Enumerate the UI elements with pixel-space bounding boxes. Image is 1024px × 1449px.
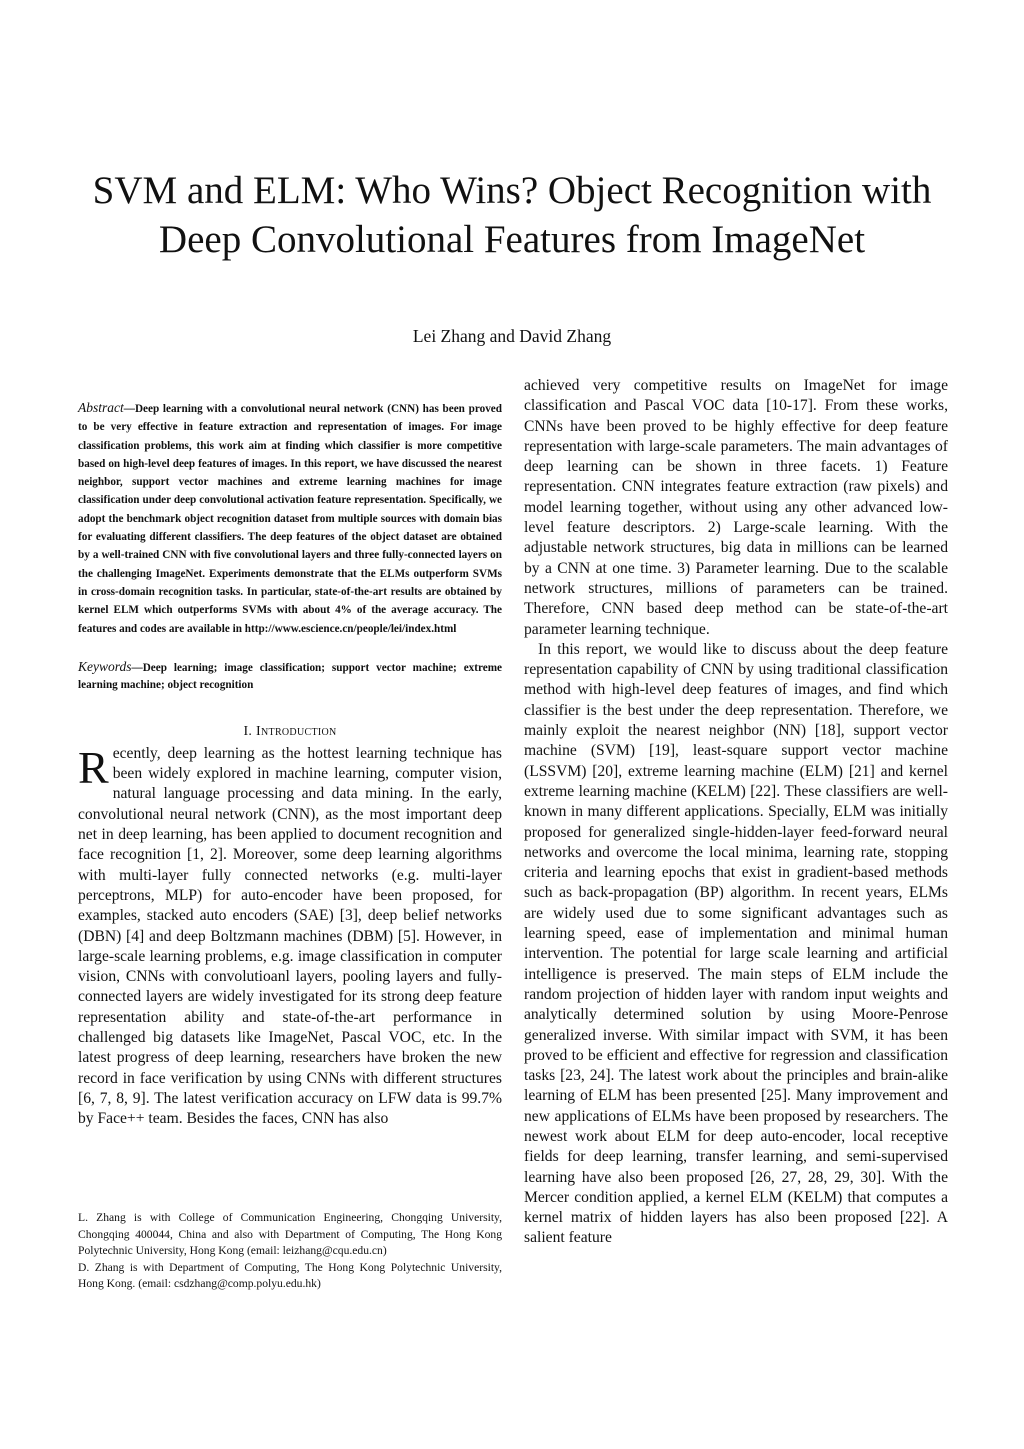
footnote-author-2: D. Zhang is with Department of Computing, The Hong Kong Polytechnic University, Hong Kong. (email: csdzhang@comp.polyu.edu.hk) xyxy=(78,1260,502,1291)
paper-authors: Lei Zhang and David Zhang xyxy=(412,326,612,346)
keywords-label: Keywords xyxy=(78,658,132,674)
right-paragraph-1: achieved very competitive results on ImageNet for image classification and Pascal VOC data [10-17]. From these works, CNNs have been proved to be highly effective for deep feature representation with large-scale parameters. The main advantages of deep learning can be shown in three facets. 1) Feature representation. CNN integrates feature extraction (raw pixels) and model learning together, without using any other advanced low-level feature descriptors. 2) Large-scale learning. With the adjustable network structures, big data in millions can be learned by a CNN at one time. 3) Parameter learning. Due to the scalable network structures, millions of parameters can be trained. Therefore, CNN based deep method can be state-of-the-art parameter learning technique. xyxy=(524,377,948,638)
abstract-text: —Deep learning with a convolutional neural network (CNN) has been proved to be very effective in feature extraction and representation of images. For image classification problems, this work aim at finding which classifier is more competitive based on high-level deep features of images. In this report, we have discussed the nearest neighbor, support vector machines and extreme learning machines for image classification under deep convolutional activation feature representation. Specifically, we adopt the benchmark object recognition dataset from multiple sources with domain bias for evaluating different classifiers. The deep features of the object dataset are obtained by a well-trained CNN with five convolutional layers and three fully-connected layers on the challenging ImageNet. Experiments demonstrate that the ELMs outperform SVMs in cross-domain recognition tasks. In particular, state-of-the-art results are obtained by kernel ELM which outperforms SVMs with about 4% of the average accuracy. The features and codes are available in http://www.escience.cn/people/lei/index.html xyxy=(78,403,502,635)
footnote-author-1: L. Zhang is with College of Communication Engineering, Chongqing University, Chongqing 400044, China and also with Department of Computing, The Hong Kong Polytechnic University, Hong Kong (email: leizhang@cqu.edu.cn) xyxy=(78,1211,502,1258)
section-number: I. xyxy=(243,723,253,739)
right-paragraph-2: In this report, we would like to discuss about the deep feature representation capability of CNN by using traditional classification method with high-level deep features of images, and find which classifier is the best under the deep representation. Therefore, we mainly exploit the nearest neighbor (NN) [18], support vector machine (SVM) [19], least-square support vector machine (LSSVM) [20], extreme learning machine (ELM) [21] and kernel extreme learning machine (KELM) [22]. These classifiers are well-known in many different applications. Specially, ELM was initially proposed for generalized single-hidden-layer feed-forward neural networks and overcome the local minima, learning rate, stopping criteria and learning epochs that exist in gradient-based methods such as back-propagation (BP) algorithm. In recent years, ELMs are widely used due to some significant advantages such as learning speed, ease of implementation and minimal human intervention. The potential for large scale learning and artificial intelligence is preserved. The main steps of ELM include the random projection of hidden layer with random input weights and analytically determined solution by using Moore-Penrose generalized inverse. With similar impact with SVM, it has been proved to be efficient and effective for regression and classification tasks [23, 24]. The latest work about the principles and brain-alike learning of ELM has been presented [25]. Many improvement and new applications of ELMs have been proposed by researchers. The newest work about ELM for deep auto-encoder, local receptive fields for deep learning, transfer learning, and semi-supervised learning have also been proposed [26, 27, 28, 29, 30]. With the Mercer condition applied, a kernel ELM (KELM) that computes a kernel matrix of hidden layers has also been proposed [22]. A salient feature xyxy=(524,640,948,1247)
section-name: Introduction xyxy=(256,723,337,739)
abstract xyxy=(78,399,502,638)
keywords-text: —Deep learning; image classification; support vector machine; extreme learning machine; object recognition xyxy=(78,661,502,691)
drop-cap: R xyxy=(78,741,109,793)
paper-title: SVM and ELM: Who Wins? Object Recognition with Deep Convolutional Features from ImageNet xyxy=(92,169,932,261)
intro-text: ecently, deep learning as the hottest learning technique has been widely explored in machine learning, computer vision, natural language processing and data mining. In the early, convolutional neural network (CNN), as the most important deep net in deep learning, has been applied to document recognition and face recognition [1, 2]. Moreover, some deep learning algorithms with multi-layer fully connected networks (e.g. multi-layer perceptrons, MLP) for auto-encoder have been proposed, for examples, stacked auto encoders (SAE) [3], deep belief networks (DBN) [4] and deep Boltzmann machines (DBM) [5]. However, in large-scale learning problems, e.g. image classification in computer vision, CNNs with convolutioanl layers, pooling layers and fully-connected layers are widely investigated for its strong deep feature representation ability and state-of-the-art performance in challenged big datasets like ImageNet, Pascal VOC, etc. In the latest progress of deep learning, researchers have broken the new record in face verification by using CNNs with different structures [6, 7, 8, 9]. The latest verification accuracy on LFW data is 99.7% by Face++ team. Besides the faces, CNN has also xyxy=(78,744,502,1128)
right-column xyxy=(524,376,948,1249)
footnotes xyxy=(78,1210,502,1293)
keywords xyxy=(78,658,502,694)
left-column xyxy=(78,374,502,1130)
abstract-label: Abstract xyxy=(78,400,124,415)
intro-paragraph xyxy=(78,741,502,1130)
section-heading-introduction xyxy=(78,724,502,740)
